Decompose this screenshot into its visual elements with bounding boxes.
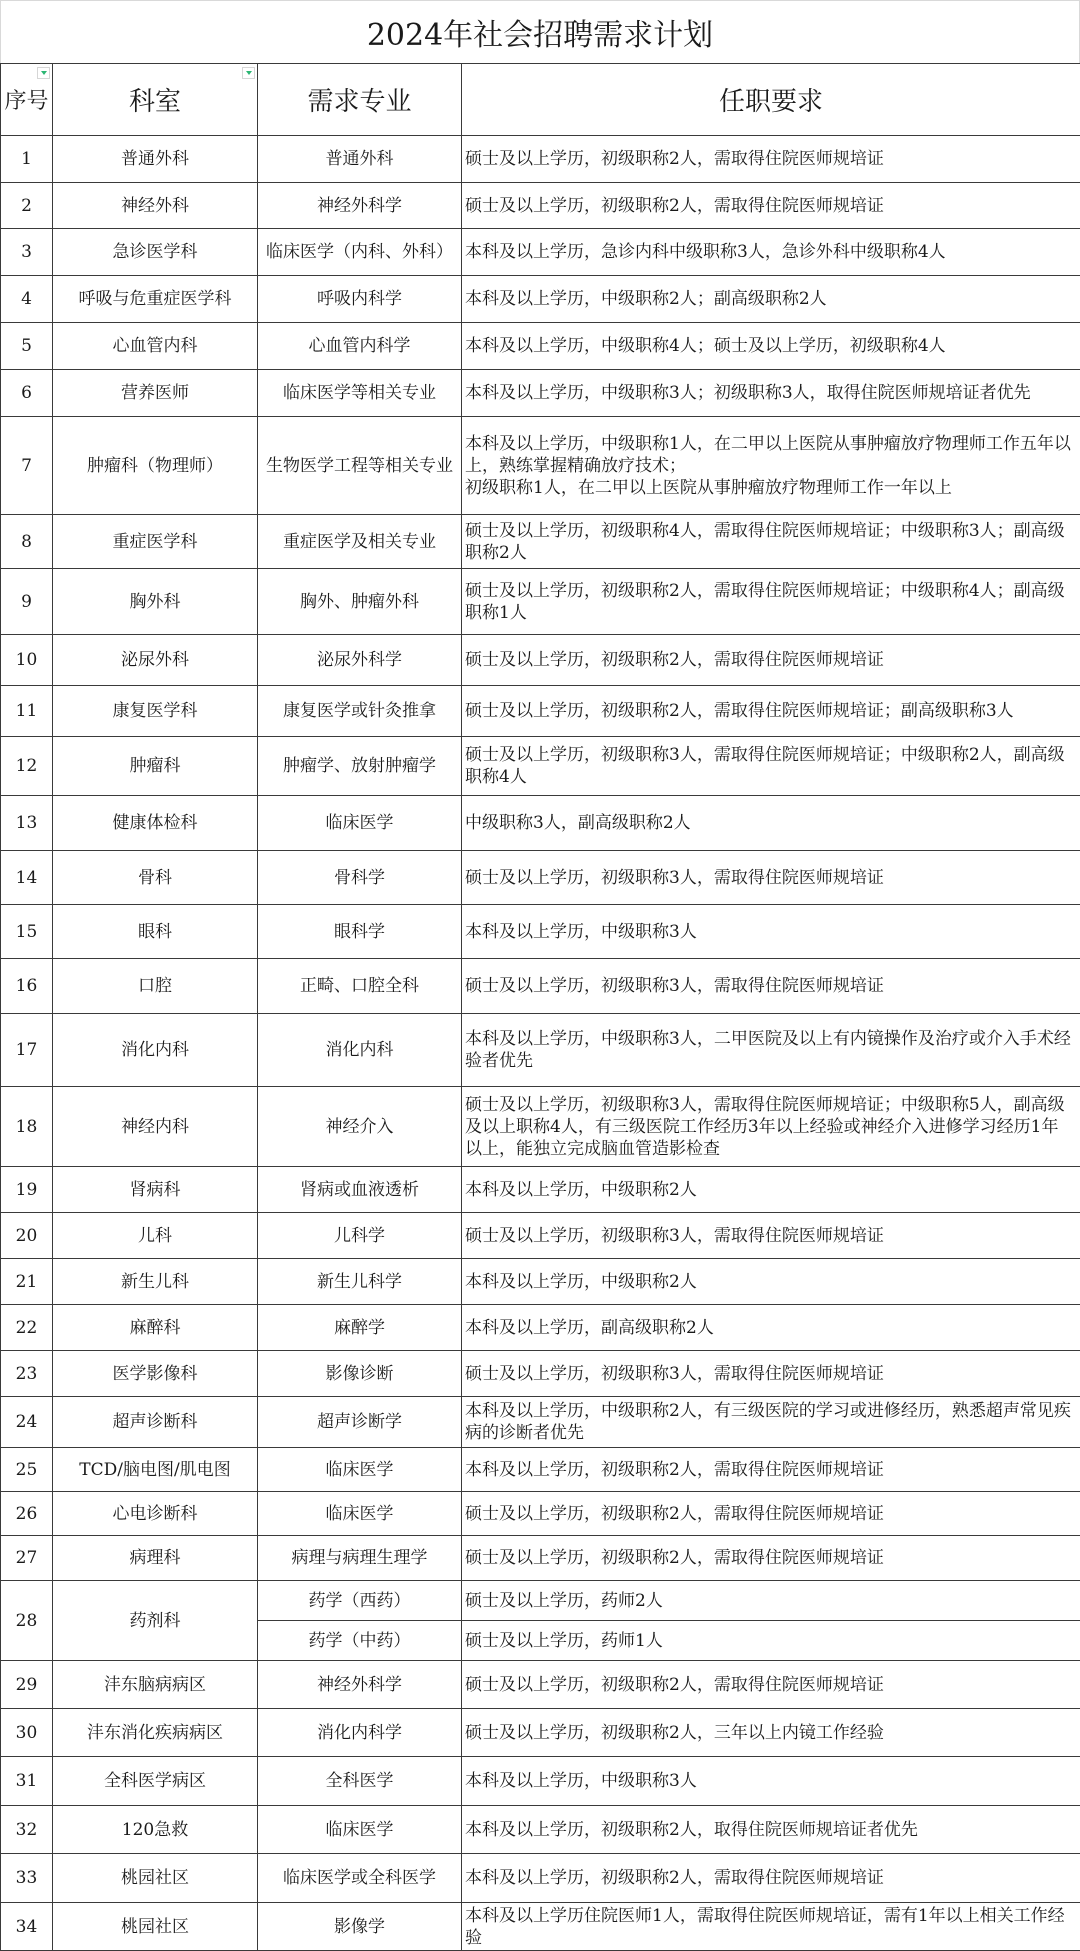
cell-seq: 16 (1, 959, 53, 1014)
cell-requirements: 本科及以上学历，中级职称3人 (462, 1757, 1080, 1806)
table-row (1, 1661, 1080, 1709)
table-row (1, 959, 1080, 1014)
cell-requirements: 本科及以上学历，副高级职称2人 (462, 1305, 1080, 1351)
cell-seq: 3 (1, 229, 53, 276)
cell-major: 临床医学（内科、外科） (258, 229, 462, 276)
cell-dept: 健康体检科 (53, 796, 258, 851)
cell-major: 影像诊断 (258, 1351, 462, 1397)
cell-major: 儿科学 (258, 1213, 462, 1259)
cell-dept: 心电诊断科 (53, 1492, 258, 1536)
table-row (1, 1581, 1080, 1621)
cell-major: 眼科学 (258, 905, 462, 959)
cell-requirements: 本科及以上学历，中级职称2人；副高级职称2人 (462, 276, 1080, 323)
cell-dept: 呼吸与危重症医学科 (53, 276, 258, 323)
cell-requirements: 硕士及以上学历，初级职称2人，三年以上内镜工作经验 (462, 1709, 1080, 1757)
page-title: 2024年社会招聘需求计划 (0, 0, 1080, 64)
cell-dept: 胸外科 (53, 569, 258, 635)
cell-major: 重症医学及相关专业 (258, 515, 462, 569)
cell-dept: 病理科 (53, 1536, 258, 1581)
table-row (1, 1014, 1080, 1087)
cell-dept: 营养医师 (53, 370, 258, 417)
cell-requirements: 本科及以上学历，中级职称2人，有三级医院的学习或进修经历，熟悉超声常见疾病的诊断者优先 (462, 1397, 1080, 1448)
cell-major: 生物医学工程等相关专业 (258, 417, 462, 515)
cell-requirements: 本科及以上学历，初级职称2人，需取得住院医师规培证 (462, 1448, 1080, 1492)
cell-major: 影像学 (258, 1903, 462, 1951)
cell-seq: 27 (1, 1536, 53, 1581)
table-row (1, 515, 1080, 569)
cell-requirements: 本科及以上学历，中级职称2人 (462, 1259, 1080, 1305)
cell-dept: 麻醉科 (53, 1305, 258, 1351)
cell-major: 病理与病理生理学 (258, 1536, 462, 1581)
table-row (1, 183, 1080, 229)
cell-requirements: 硕士及以上学历，药师1人 (462, 1621, 1080, 1661)
cell-seq: 31 (1, 1757, 53, 1806)
table-row (1, 796, 1080, 851)
cell-requirements: 本科及以上学历，中级职称3人，二甲医院及以上有内镜操作及治疗或介入手术经验者优先 (462, 1014, 1080, 1087)
cell-dept: 120急救 (53, 1806, 258, 1854)
cell-major: 药学（西药） (258, 1581, 462, 1621)
table-row (1, 1305, 1080, 1351)
cell-dept: 超声诊断科 (53, 1397, 258, 1448)
cell-dept: 药剂科 (53, 1581, 258, 1661)
cell-major: 新生儿科学 (258, 1259, 462, 1305)
cell-seq: 14 (1, 851, 53, 905)
cell-requirements: 硕士及以上学历，初级职称3人，需取得住院医师规培证 (462, 1351, 1080, 1397)
cell-dept: 肿瘤科 (53, 737, 258, 796)
table-row (1, 323, 1080, 370)
table-row (1, 1757, 1080, 1806)
cell-major: 临床医学 (258, 796, 462, 851)
filter-dropdown-icon[interactable] (37, 67, 50, 79)
cell-seq: 8 (1, 515, 53, 569)
table-row (1, 1213, 1080, 1259)
filter-dropdown-icon[interactable] (242, 67, 255, 79)
cell-dept: 神经内科 (53, 1087, 258, 1167)
table-row (1, 1448, 1080, 1492)
cell-major: 临床医学 (258, 1806, 462, 1854)
cell-seq: 17 (1, 1014, 53, 1087)
cell-dept: 神经外科 (53, 183, 258, 229)
cell-seq: 19 (1, 1167, 53, 1213)
cell-dept: 心血管内科 (53, 323, 258, 370)
cell-seq: 6 (1, 370, 53, 417)
table-row (1, 370, 1080, 417)
cell-dept: 医学影像科 (53, 1351, 258, 1397)
cell-dept: 消化内科 (53, 1014, 258, 1087)
table-row (1, 276, 1080, 323)
cell-major: 临床医学等相关专业 (258, 370, 462, 417)
cell-requirements: 硕士及以上学历，初级职称2人，需取得住院医师规培证 (462, 635, 1080, 686)
cell-seq: 34 (1, 1903, 53, 1951)
table-row (1, 569, 1080, 635)
cell-seq: 23 (1, 1351, 53, 1397)
cell-dept: 沣东脑病病区 (53, 1661, 258, 1709)
header-seq: 序号 (1, 64, 53, 136)
cell-requirements: 硕士及以上学历，初级职称3人，需取得住院医师规培证 (462, 959, 1080, 1014)
table-row (1, 905, 1080, 959)
cell-requirements: 硕士及以上学历，初级职称3人，需取得住院医师规培证；中级职称2人，副高级职称4人 (462, 737, 1080, 796)
cell-seq: 2 (1, 183, 53, 229)
cell-major: 临床医学 (258, 1448, 462, 1492)
cell-requirements: 本科及以上学历，中级职称1人，在二甲以上医院从事肿瘤放疗物理师工作五年以上，熟练掌握精确放疗技术； 初级职称1人，在二甲以上医院从事肿瘤放疗物理师工作一年以上 (462, 417, 1080, 515)
cell-seq: 9 (1, 569, 53, 635)
cell-requirements: 硕士及以上学历，初级职称2人，需取得住院医师规培证 (462, 1661, 1080, 1709)
cell-dept: 口腔 (53, 959, 258, 1014)
cell-requirements: 硕士及以上学历，初级职称2人，需取得住院医师规培证；中级职称4人；副高级职称1人 (462, 569, 1080, 635)
cell-requirements: 硕士及以上学历，初级职称3人，需取得住院医师规培证 (462, 851, 1080, 905)
cell-dept: 泌尿外科 (53, 635, 258, 686)
cell-dept: 肿瘤科（物理师） (53, 417, 258, 515)
cell-seq: 24 (1, 1397, 53, 1448)
cell-seq: 18 (1, 1087, 53, 1167)
cell-major: 普通外科 (258, 136, 462, 183)
cell-dept: 儿科 (53, 1213, 258, 1259)
table-row (1, 417, 1080, 515)
cell-seq: 30 (1, 1709, 53, 1757)
cell-major: 临床医学 (258, 1492, 462, 1536)
header-row (1, 64, 1080, 136)
cell-major: 康复医学或针灸推拿 (258, 686, 462, 737)
table-row (1, 1259, 1080, 1305)
cell-requirements: 本科及以上学历，中级职称2人 (462, 1167, 1080, 1213)
cell-requirements: 本科及以上学历，中级职称3人 (462, 905, 1080, 959)
table-row (1, 1087, 1080, 1167)
cell-requirements: 中级职称3人，副高级职称2人 (462, 796, 1080, 851)
cell-seq: 13 (1, 796, 53, 851)
cell-seq: 26 (1, 1492, 53, 1536)
header-requirements: 任职要求 (462, 64, 1080, 136)
header-dept: 科室 (53, 64, 258, 136)
table-row (1, 851, 1080, 905)
cell-dept: 沣东消化疾病病区 (53, 1709, 258, 1757)
table-row (1, 1903, 1080, 1951)
header-major: 需求专业 (258, 64, 462, 136)
cell-major: 超声诊断学 (258, 1397, 462, 1448)
cell-seq: 28 (1, 1581, 53, 1661)
cell-requirements: 硕士及以上学历，初级职称4人，需取得住院医师规培证；中级职称3人；副高级职称2人 (462, 515, 1080, 569)
cell-requirements: 本科及以上学历，初级职称2人，取得住院医师规培证者优先 (462, 1806, 1080, 1854)
cell-seq: 12 (1, 737, 53, 796)
cell-requirements: 硕士及以上学历，初级职称3人，需取得住院医师规培证 (462, 1213, 1080, 1259)
cell-dept: 骨科 (53, 851, 258, 905)
cell-major: 消化内科 (258, 1014, 462, 1087)
cell-requirements: 硕士及以上学历，初级职称2人，需取得住院医师规培证 (462, 136, 1080, 183)
cell-major: 消化内科学 (258, 1709, 462, 1757)
table-row (1, 1709, 1080, 1757)
table-row (1, 686, 1080, 737)
cell-seq: 22 (1, 1305, 53, 1351)
cell-seq: 25 (1, 1448, 53, 1492)
cell-dept: 眼科 (53, 905, 258, 959)
cell-requirements: 本科及以上学历，初级职称2人，需取得住院医师规培证 (462, 1854, 1080, 1903)
table-row (1, 1397, 1080, 1448)
cell-requirements: 本科及以上学历，中级职称4人；硕士及以上学历，初级职称4人 (462, 323, 1080, 370)
table-row (1, 737, 1080, 796)
cell-requirements: 硕士及以上学历，药师2人 (462, 1581, 1080, 1621)
cell-dept: 全科医学病区 (53, 1757, 258, 1806)
cell-seq: 33 (1, 1854, 53, 1903)
cell-major: 肿瘤学、放射肿瘤学 (258, 737, 462, 796)
cell-dept: 重症医学科 (53, 515, 258, 569)
cell-dept: 肾病科 (53, 1167, 258, 1213)
cell-dept: 桃园社区 (53, 1903, 258, 1951)
cell-seq: 20 (1, 1213, 53, 1259)
cell-requirements: 本科及以上学历住院医师1人，需取得住院医师规培证，需有1年以上相关工作经验 (462, 1903, 1080, 1951)
cell-major: 正畸、口腔全科 (258, 959, 462, 1014)
cell-major: 全科医学 (258, 1757, 462, 1806)
cell-dept: 康复医学科 (53, 686, 258, 737)
cell-major: 骨科学 (258, 851, 462, 905)
cell-requirements: 硕士及以上学历，初级职称2人，需取得住院医师规培证 (462, 1492, 1080, 1536)
cell-requirements: 硕士及以上学历，初级职称2人，需取得住院医师规培证 (462, 1536, 1080, 1581)
cell-major: 泌尿外科学 (258, 635, 462, 686)
table-row (1, 1167, 1080, 1213)
cell-seq: 7 (1, 417, 53, 515)
cell-requirements: 硕士及以上学历，初级职称3人，需取得住院医师规培证；中级职称5人，副高级及以上职称4人，有三级医院工作经历3年以上经验或神经介入进修学习经历1年以上，能独立完成脑血管造影检查 (462, 1087, 1080, 1167)
cell-dept: 桃园社区 (53, 1854, 258, 1903)
cell-major: 呼吸内科学 (258, 276, 462, 323)
cell-major: 神经外科学 (258, 183, 462, 229)
cell-requirements: 硕士及以上学历，初级职称2人，需取得住院医师规培证；副高级职称3人 (462, 686, 1080, 737)
cell-major: 临床医学或全科医学 (258, 1854, 462, 1903)
cell-major: 药学（中药） (258, 1621, 462, 1661)
cell-seq: 5 (1, 323, 53, 370)
cell-dept: 新生儿科 (53, 1259, 258, 1305)
cell-major: 肾病或血液透析 (258, 1167, 462, 1213)
cell-requirements: 本科及以上学历，急诊内科中级职称3人，急诊外科中级职称4人 (462, 229, 1080, 276)
cell-major: 神经外科学 (258, 1661, 462, 1709)
cell-requirements: 本科及以上学历，中级职称3人；初级职称3人，取得住院医师规培证者优先 (462, 370, 1080, 417)
cell-major: 心血管内科学 (258, 323, 462, 370)
cell-major: 胸外、肿瘤外科 (258, 569, 462, 635)
cell-seq: 21 (1, 1259, 53, 1305)
recruitment-table (0, 63, 1080, 1951)
cell-seq: 10 (1, 635, 53, 686)
cell-major: 麻醉学 (258, 1305, 462, 1351)
table-row (1, 229, 1080, 276)
table-row (1, 1854, 1080, 1903)
table-row (1, 635, 1080, 686)
cell-seq: 32 (1, 1806, 53, 1854)
table-row (1, 1351, 1080, 1397)
table-row (1, 136, 1080, 183)
table-row (1, 1492, 1080, 1536)
cell-requirements: 硕士及以上学历，初级职称2人，需取得住院医师规培证 (462, 183, 1080, 229)
cell-seq: 29 (1, 1661, 53, 1709)
table-row (1, 1806, 1080, 1854)
cell-seq: 11 (1, 686, 53, 737)
cell-seq: 1 (1, 136, 53, 183)
cell-seq: 4 (1, 276, 53, 323)
cell-seq: 15 (1, 905, 53, 959)
cell-dept: TCD/脑电图/肌电图 (53, 1448, 258, 1492)
table-row (1, 1536, 1080, 1581)
cell-dept: 普通外科 (53, 136, 258, 183)
cell-major: 神经介入 (258, 1087, 462, 1167)
cell-dept: 急诊医学科 (53, 229, 258, 276)
